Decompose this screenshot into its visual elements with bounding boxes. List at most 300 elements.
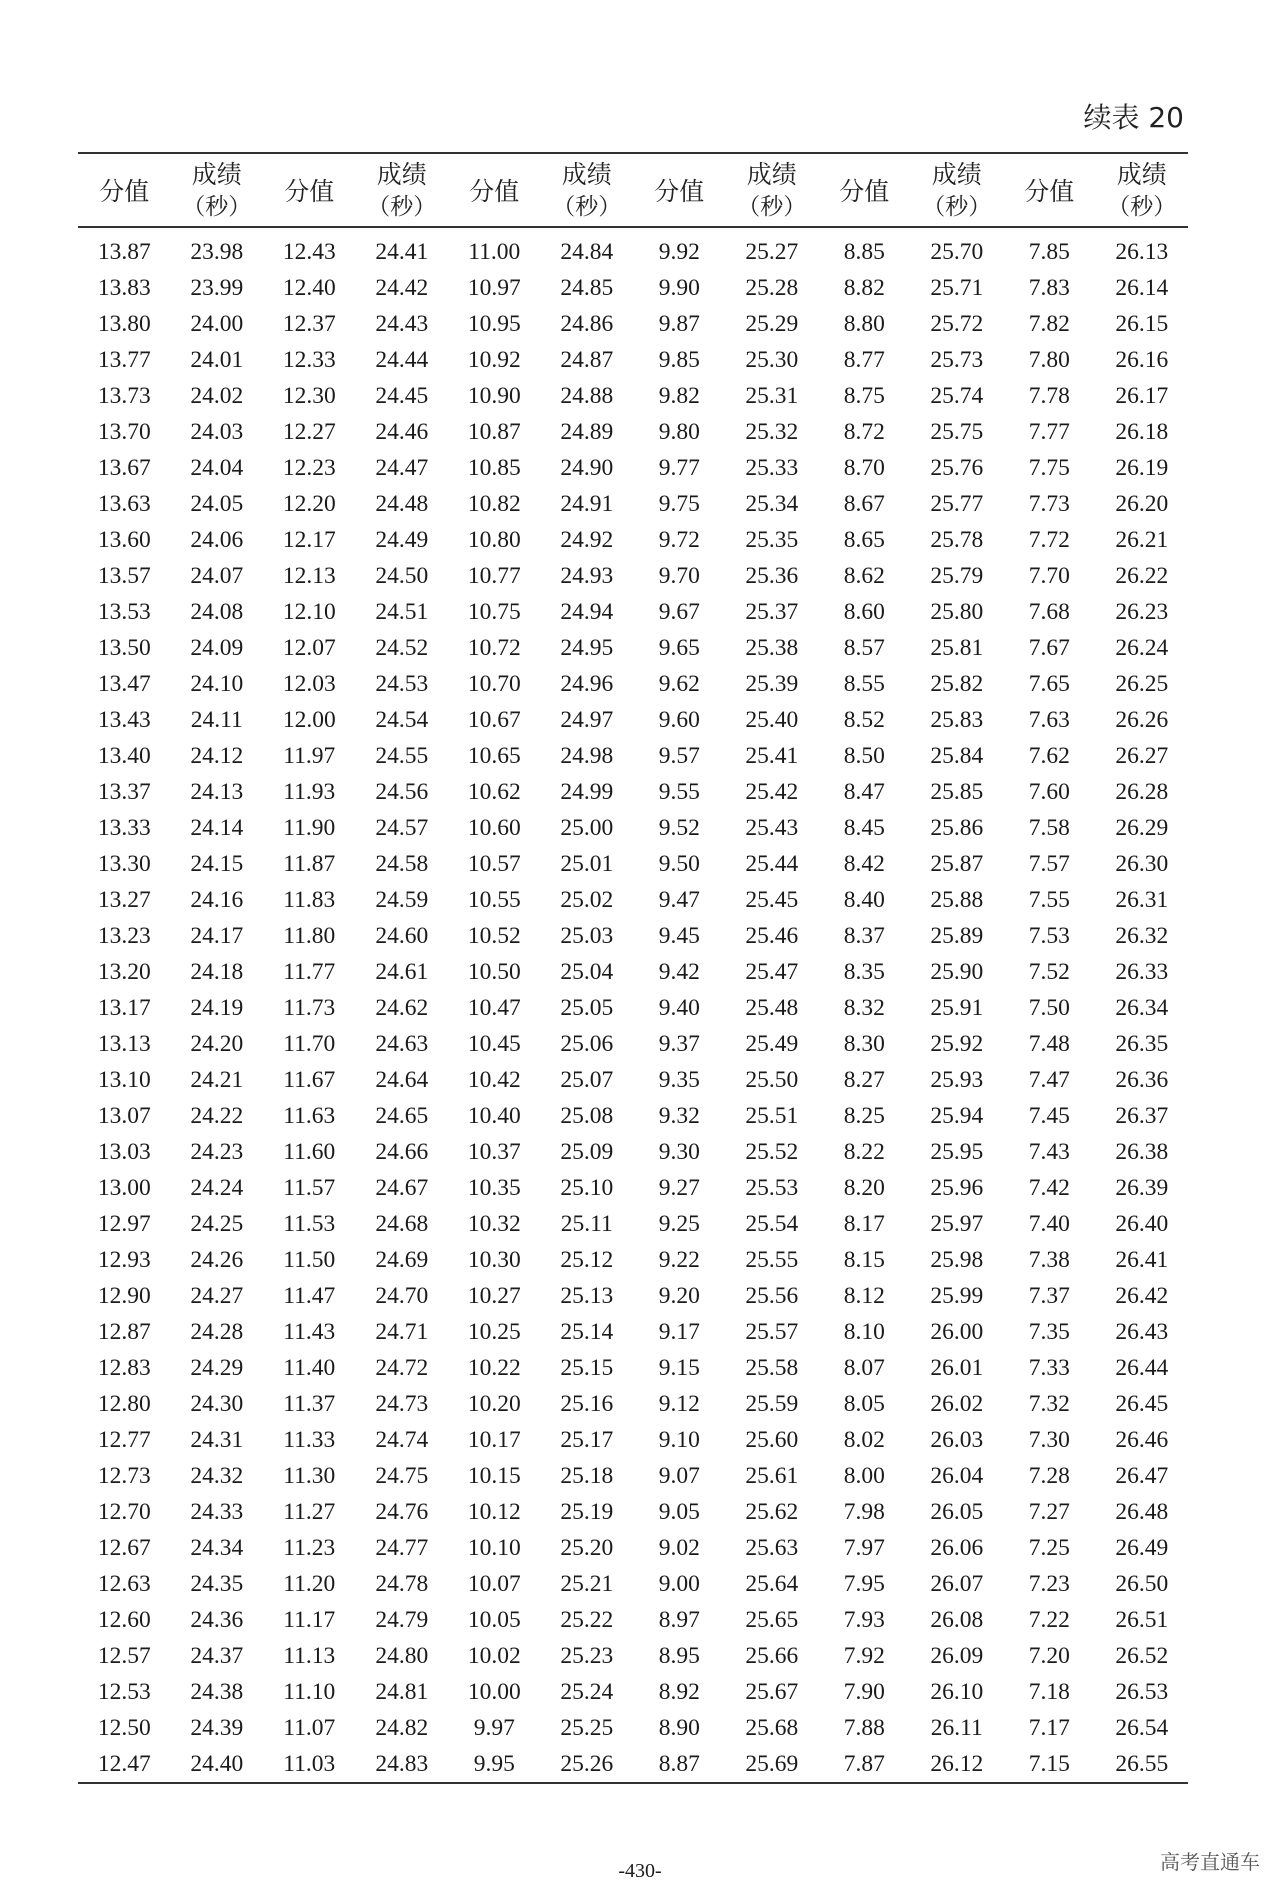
result-cell: 25.69 (745, 1751, 799, 1777)
score-cell: 8.87 (658, 1751, 700, 1777)
table-row (78, 1278, 1188, 1314)
score-cell: 7.23 (1028, 1571, 1070, 1597)
score-cell: 10.87 (467, 419, 521, 445)
result-cell: 25.28 (745, 275, 799, 301)
score-cell: 7.40 (1028, 1211, 1070, 1237)
score-cell: 9.12 (658, 1391, 700, 1417)
score-cell: 12.83 (97, 1355, 151, 1381)
result-cell: 24.98 (560, 743, 614, 769)
score-cell: 12.57 (97, 1643, 151, 1669)
score-cell: 10.05 (467, 1607, 521, 1633)
result-cell: 26.44 (1115, 1355, 1169, 1381)
score-cell: 8.10 (843, 1319, 885, 1345)
score-cell: 10.40 (467, 1103, 521, 1129)
table-row (78, 990, 1188, 1026)
score-cell: 12.97 (97, 1211, 151, 1237)
score-cell: 9.87 (658, 311, 700, 337)
score-cell: 8.60 (843, 599, 885, 625)
result-cell: 26.27 (1115, 743, 1169, 769)
score-cell: 9.07 (658, 1463, 700, 1489)
header-result-unit: （秒） (552, 194, 622, 220)
score-cell: 13.40 (97, 743, 151, 769)
result-cell: 25.07 (560, 1067, 614, 1093)
score-cell: 11.60 (283, 1139, 336, 1165)
result-cell: 25.34 (745, 491, 799, 517)
header-score: 分值 (469, 177, 520, 206)
score-cell: 10.27 (467, 1283, 521, 1309)
table-row (78, 1386, 1188, 1422)
result-cell: 24.94 (560, 599, 614, 625)
score-cell: 9.30 (658, 1139, 700, 1165)
result-cell: 26.32 (1115, 923, 1169, 949)
score-cell: 7.18 (1028, 1679, 1070, 1705)
score-cell: 13.27 (97, 887, 151, 913)
result-cell: 24.58 (375, 851, 429, 877)
result-cell: 26.43 (1115, 1319, 1169, 1345)
result-cell: 26.30 (1115, 851, 1169, 877)
score-cell: 8.02 (843, 1427, 885, 1453)
result-cell: 25.53 (745, 1175, 799, 1201)
result-cell: 24.05 (190, 491, 244, 517)
score-cell: 10.37 (467, 1139, 521, 1165)
score-cell: 11.43 (283, 1319, 336, 1345)
table-row (78, 810, 1188, 846)
header-result-label: 成绩 (746, 160, 797, 189)
result-cell: 25.56 (745, 1283, 799, 1309)
score-cell: 13.33 (97, 815, 151, 841)
result-cell: 25.44 (745, 851, 799, 877)
score-cell: 12.43 (282, 239, 336, 265)
score-cell: 13.83 (97, 275, 151, 301)
score-cell: 10.45 (467, 1031, 521, 1057)
table-row (78, 954, 1188, 990)
score-cell: 9.50 (658, 851, 700, 877)
score-cell: 8.00 (843, 1463, 885, 1489)
result-cell: 26.09 (930, 1643, 984, 1669)
result-cell: 24.65 (375, 1103, 429, 1129)
score-cell: 12.47 (97, 1751, 151, 1777)
result-cell: 25.14 (560, 1319, 614, 1345)
result-cell: 26.33 (1115, 959, 1169, 985)
result-cell: 24.18 (190, 959, 244, 985)
score-cell: 11.13 (283, 1643, 336, 1669)
score-cell: 13.13 (97, 1031, 151, 1057)
score-cell: 7.80 (1028, 347, 1070, 373)
result-cell: 24.45 (375, 383, 429, 409)
result-cell: 24.84 (560, 239, 614, 265)
score-cell: 7.90 (843, 1679, 885, 1705)
score-cell: 13.17 (97, 995, 151, 1021)
result-cell: 24.70 (375, 1283, 429, 1309)
result-cell: 23.99 (190, 275, 244, 301)
result-cell: 24.76 (375, 1499, 429, 1525)
score-cell: 8.95 (658, 1643, 700, 1669)
result-cell: 24.57 (375, 815, 429, 841)
score-cell: 11.03 (283, 1751, 336, 1777)
score-cell: 12.73 (97, 1463, 151, 1489)
score-cell: 7.95 (843, 1571, 885, 1597)
score-cell: 12.87 (97, 1319, 151, 1345)
result-cell: 25.23 (560, 1643, 614, 1669)
score-cell: 11.87 (283, 851, 336, 877)
score-cell: 7.38 (1028, 1247, 1070, 1273)
result-cell: 24.11 (190, 707, 243, 733)
score-cell: 9.20 (658, 1283, 700, 1309)
result-cell: 24.30 (190, 1391, 244, 1417)
result-cell: 24.74 (375, 1427, 429, 1453)
result-cell: 25.03 (560, 923, 614, 949)
score-cell: 8.22 (843, 1139, 885, 1165)
result-cell: 24.44 (375, 347, 429, 373)
score-cell: 7.93 (843, 1607, 885, 1633)
score-cell: 7.48 (1028, 1031, 1070, 1057)
table-row (78, 1746, 1188, 1783)
table-row (78, 1062, 1188, 1098)
score-cell: 9.80 (658, 419, 700, 445)
watermark: 高考直通车 (1160, 1850, 1260, 1874)
result-cell: 26.17 (1115, 383, 1169, 409)
score-cell: 10.72 (467, 635, 521, 661)
result-cell: 25.63 (745, 1535, 799, 1561)
score-cell: 12.67 (97, 1535, 151, 1561)
result-cell: 24.12 (190, 743, 244, 769)
score-cell: 11.00 (468, 239, 521, 265)
header-result-unit: （秒） (367, 194, 437, 220)
result-cell: 25.52 (745, 1139, 799, 1165)
score-cell: 10.97 (467, 275, 521, 301)
score-cell: 10.25 (467, 1319, 521, 1345)
score-cell: 7.82 (1028, 311, 1070, 337)
result-cell: 25.20 (560, 1535, 614, 1561)
score-cell: 11.63 (283, 1103, 336, 1129)
result-cell: 24.27 (190, 1283, 244, 1309)
score-cell: 13.50 (97, 635, 151, 661)
result-cell: 24.86 (560, 311, 614, 337)
score-cell: 7.60 (1028, 779, 1070, 805)
score-cell: 12.63 (97, 1571, 151, 1597)
score-cell: 11.80 (283, 923, 336, 949)
score-cell: 8.85 (843, 239, 885, 265)
result-cell: 25.54 (745, 1211, 799, 1237)
result-cell: 24.25 (190, 1211, 244, 1237)
score-cell: 12.77 (97, 1427, 151, 1453)
header-result-label: 成绩 (191, 160, 242, 189)
table-row (78, 1638, 1188, 1674)
result-cell: 24.85 (560, 275, 614, 301)
score-cell: 10.07 (467, 1571, 521, 1597)
result-cell: 25.21 (560, 1571, 614, 1597)
result-cell: 25.66 (745, 1643, 799, 1669)
score-cell: 10.80 (467, 527, 521, 553)
score-cell: 11.57 (283, 1175, 336, 1201)
score-cell: 7.28 (1028, 1463, 1070, 1489)
score-cell: 7.20 (1028, 1643, 1070, 1669)
header-score: 分值 (839, 177, 890, 206)
result-cell: 25.00 (560, 815, 614, 841)
score-cell: 11.10 (283, 1679, 336, 1705)
result-cell: 25.76 (930, 455, 984, 481)
score-cell: 11.33 (283, 1427, 336, 1453)
score-cell: 11.93 (283, 779, 336, 805)
result-cell: 25.78 (930, 527, 984, 553)
score-cell: 7.98 (843, 1499, 885, 1525)
result-cell: 25.73 (930, 347, 984, 373)
result-cell: 24.16 (190, 887, 244, 913)
score-cell: 7.15 (1028, 1751, 1070, 1777)
score-cell: 10.50 (467, 959, 521, 985)
result-cell: 26.55 (1115, 1751, 1169, 1777)
result-cell: 25.25 (560, 1715, 614, 1741)
result-cell: 25.61 (745, 1463, 799, 1489)
result-cell: 24.34 (190, 1535, 244, 1561)
table-row (78, 918, 1188, 954)
result-cell: 26.50 (1115, 1571, 1169, 1597)
result-cell: 26.08 (930, 1607, 984, 1633)
result-cell: 24.82 (375, 1715, 429, 1741)
result-cell: 25.72 (930, 311, 984, 337)
result-cell: 26.51 (1115, 1607, 1169, 1633)
score-cell: 12.33 (282, 347, 336, 373)
result-cell: 25.90 (930, 959, 984, 985)
result-cell: 25.45 (745, 887, 799, 913)
result-cell: 25.15 (560, 1355, 614, 1381)
score-cell: 7.78 (1028, 383, 1070, 409)
score-cell: 10.10 (467, 1535, 521, 1561)
score-cell: 9.40 (658, 995, 700, 1021)
score-cell: 12.27 (282, 419, 336, 445)
result-cell: 25.74 (930, 383, 984, 409)
result-cell: 25.06 (560, 1031, 614, 1057)
score-cell: 12.60 (97, 1607, 151, 1633)
score-cell: 7.85 (1028, 239, 1070, 265)
result-cell: 25.94 (930, 1103, 984, 1129)
header-result (356, 153, 449, 227)
score-cell: 8.67 (843, 491, 885, 517)
score-cell: 9.77 (658, 455, 700, 481)
header-result (541, 153, 634, 227)
result-cell: 26.31 (1115, 887, 1169, 913)
table-row (78, 1242, 1188, 1278)
result-cell: 26.37 (1115, 1103, 1169, 1129)
score-cell: 13.73 (97, 383, 151, 409)
result-cell: 25.95 (930, 1139, 984, 1165)
score-cell: 9.25 (658, 1211, 700, 1237)
score-cell: 7.37 (1028, 1283, 1070, 1309)
score-cell: 10.60 (467, 815, 521, 841)
score-cell: 11.53 (283, 1211, 336, 1237)
score-cell: 10.32 (467, 1211, 521, 1237)
score-cell: 9.65 (658, 635, 700, 661)
score-cell: 8.35 (843, 959, 885, 985)
header-result-unit: （秒） (737, 194, 807, 220)
table-title: 续表 20 (1083, 101, 1184, 134)
score-cell: 8.40 (843, 887, 885, 913)
result-cell: 24.09 (190, 635, 244, 661)
score-cell: 9.67 (658, 599, 700, 625)
score-cell: 7.33 (1028, 1355, 1070, 1381)
score-cell: 12.03 (282, 671, 336, 697)
score-cell: 8.80 (843, 311, 885, 337)
score-cell: 11.40 (283, 1355, 336, 1381)
result-cell: 24.07 (190, 563, 244, 589)
score-cell: 8.07 (843, 1355, 885, 1381)
result-cell: 25.49 (745, 1031, 799, 1057)
score-cell: 7.83 (1028, 275, 1070, 301)
score-cell: 9.02 (658, 1535, 700, 1561)
score-cell: 8.62 (843, 563, 885, 589)
score-cell: 13.80 (97, 311, 151, 337)
score-cell: 13.30 (97, 851, 151, 877)
result-cell: 24.13 (190, 779, 244, 805)
score-cell: 10.57 (467, 851, 521, 877)
score-cell: 9.27 (658, 1175, 700, 1201)
result-cell: 24.14 (190, 815, 244, 841)
score-cell: 10.65 (467, 743, 521, 769)
header-score: 分值 (99, 177, 150, 206)
result-cell: 26.26 (1115, 707, 1169, 733)
table-row (78, 1494, 1188, 1530)
score-cell: 9.32 (658, 1103, 700, 1129)
result-cell: 25.24 (560, 1679, 614, 1705)
score-cell: 10.47 (467, 995, 521, 1021)
table-row (78, 342, 1188, 378)
table-row (78, 306, 1188, 342)
result-cell: 26.02 (930, 1391, 984, 1417)
score-table (78, 152, 1188, 1784)
table-row (78, 882, 1188, 918)
score-cell: 10.82 (467, 491, 521, 517)
result-cell: 25.97 (930, 1211, 984, 1237)
result-cell: 24.03 (190, 419, 244, 445)
table-row (78, 1674, 1188, 1710)
table-row (78, 522, 1188, 558)
result-cell: 24.23 (190, 1139, 244, 1165)
score-cell: 8.75 (843, 383, 885, 409)
score-cell: 8.20 (843, 1175, 885, 1201)
score-cell: 13.10 (97, 1067, 151, 1093)
result-cell: 25.68 (745, 1715, 799, 1741)
score-cell: 8.45 (843, 815, 885, 841)
score-cell: 11.20 (283, 1571, 336, 1597)
result-cell: 24.93 (560, 563, 614, 589)
result-cell: 24.75 (375, 1463, 429, 1489)
result-cell: 26.12 (930, 1751, 984, 1777)
result-cell: 24.22 (190, 1103, 244, 1129)
result-cell: 24.26 (190, 1247, 244, 1273)
score-cell: 7.43 (1028, 1139, 1070, 1165)
result-cell: 24.72 (375, 1355, 429, 1381)
score-cell: 12.70 (97, 1499, 151, 1525)
result-cell: 24.83 (375, 1751, 429, 1777)
result-cell: 24.35 (190, 1571, 244, 1597)
score-cell: 8.12 (843, 1283, 885, 1309)
score-cell: 7.75 (1028, 455, 1070, 481)
score-cell: 9.37 (658, 1031, 700, 1057)
result-cell: 24.28 (190, 1319, 244, 1345)
score-cell: 9.95 (473, 1751, 515, 1777)
table-row (78, 1530, 1188, 1566)
result-cell: 24.08 (190, 599, 244, 625)
score-cell: 10.67 (467, 707, 521, 733)
result-cell: 26.28 (1115, 779, 1169, 805)
page-number: -430- (618, 1860, 662, 1882)
score-cell: 7.97 (843, 1535, 885, 1561)
score-cell: 13.03 (97, 1139, 151, 1165)
score-cell: 12.80 (97, 1391, 151, 1417)
score-cell: 11.47 (283, 1283, 336, 1309)
result-cell: 26.15 (1115, 311, 1169, 337)
score-cell: 7.72 (1028, 527, 1070, 553)
result-cell: 25.81 (930, 635, 984, 661)
table-row (78, 846, 1188, 882)
score-cell: 8.27 (843, 1067, 885, 1093)
score-cell: 7.35 (1028, 1319, 1070, 1345)
result-cell: 25.22 (560, 1607, 614, 1633)
result-cell: 24.21 (190, 1067, 244, 1093)
table-row (78, 594, 1188, 630)
result-cell: 26.53 (1115, 1679, 1169, 1705)
result-cell: 24.71 (375, 1319, 429, 1345)
table-row (78, 414, 1188, 450)
score-cell: 12.23 (282, 455, 336, 481)
result-cell: 24.33 (190, 1499, 244, 1525)
result-cell: 24.81 (375, 1679, 429, 1705)
result-cell: 24.88 (560, 383, 614, 409)
score-cell: 10.92 (467, 347, 521, 373)
score-cell: 8.47 (843, 779, 885, 805)
score-cell: 10.62 (467, 779, 521, 805)
result-cell: 25.09 (560, 1139, 614, 1165)
result-cell: 24.49 (375, 527, 429, 553)
score-cell: 10.17 (467, 1427, 521, 1453)
result-cell: 25.48 (745, 995, 799, 1021)
result-cell: 24.50 (375, 563, 429, 589)
result-cell: 24.87 (560, 347, 614, 373)
result-cell: 25.50 (745, 1067, 799, 1093)
result-cell: 25.05 (560, 995, 614, 1021)
result-cell: 25.86 (930, 815, 984, 841)
result-cell: 24.89 (560, 419, 614, 445)
result-cell: 25.93 (930, 1067, 984, 1093)
result-cell: 26.10 (930, 1679, 984, 1705)
score-cell: 8.90 (658, 1715, 700, 1741)
result-cell: 26.46 (1115, 1427, 1169, 1453)
score-cell: 9.10 (658, 1427, 700, 1453)
score-cell: 7.53 (1028, 923, 1070, 949)
result-cell: 26.25 (1115, 671, 1169, 697)
result-cell: 26.39 (1115, 1175, 1169, 1201)
result-cell: 25.46 (745, 923, 799, 949)
score-cell: 10.00 (467, 1679, 521, 1705)
result-cell: 26.36 (1115, 1067, 1169, 1093)
result-cell: 24.31 (190, 1427, 244, 1453)
result-cell: 26.04 (930, 1463, 984, 1489)
result-cell: 24.39 (190, 1715, 244, 1741)
table-row (78, 702, 1188, 738)
result-cell: 24.32 (190, 1463, 244, 1489)
result-cell: 25.80 (930, 599, 984, 625)
score-cell: 7.47 (1028, 1067, 1070, 1093)
score-cell: 12.10 (282, 599, 336, 625)
result-cell: 24.56 (375, 779, 429, 805)
score-cell: 11.70 (283, 1031, 336, 1057)
result-cell: 25.59 (745, 1391, 799, 1417)
score-cell: 11.37 (283, 1391, 336, 1417)
score-cell: 10.22 (467, 1355, 521, 1381)
result-cell: 25.82 (930, 671, 984, 697)
result-cell: 24.15 (190, 851, 244, 877)
score-cell: 13.67 (97, 455, 151, 481)
